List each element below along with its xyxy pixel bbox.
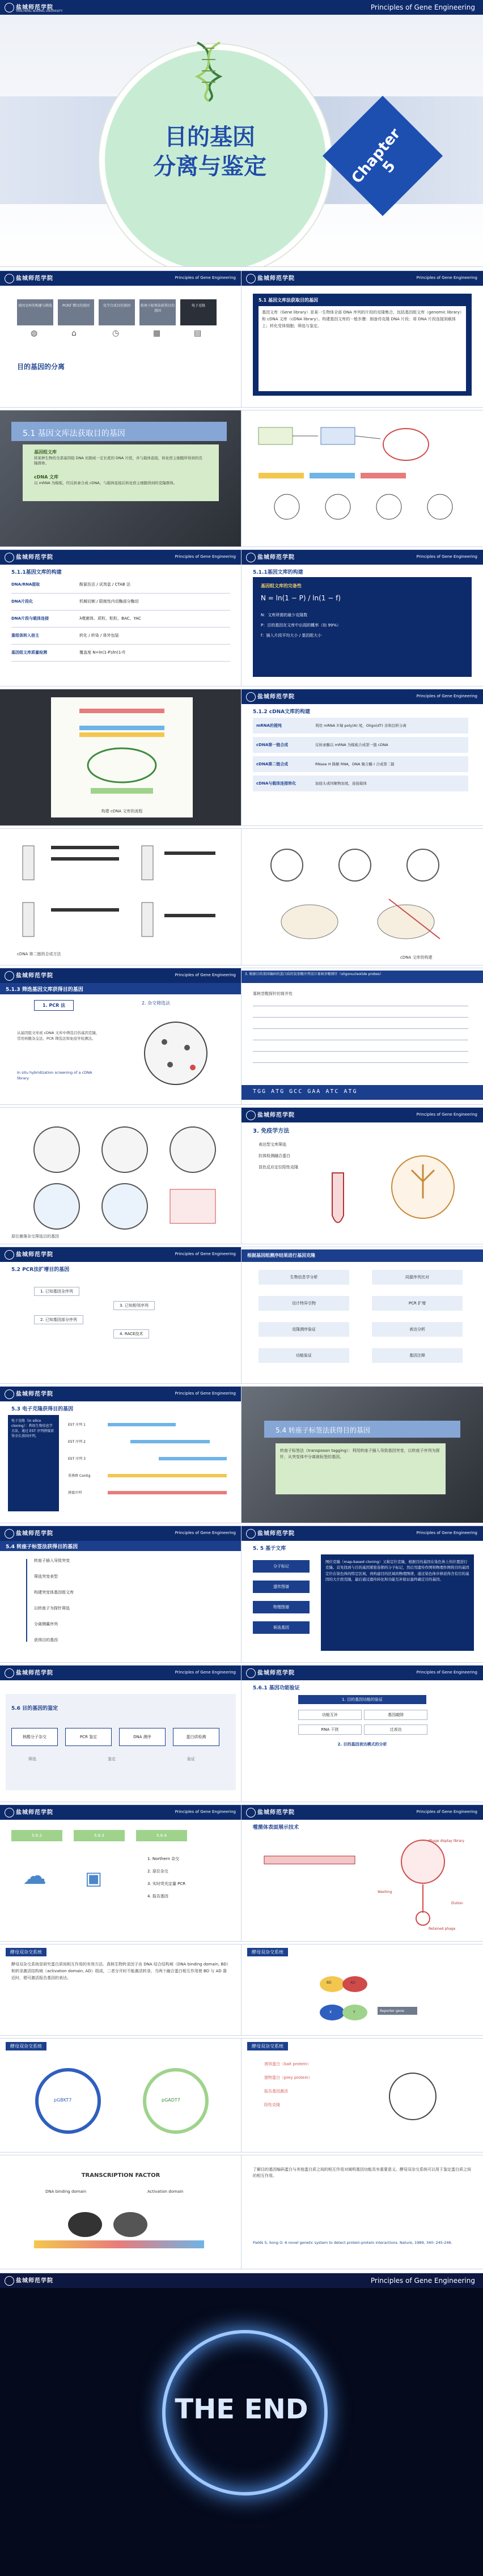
flow-step: 筛选突变表型 — [34, 1574, 58, 1579]
cdna-library-diagram — [253, 837, 472, 950]
course-title: Principles of Gene Engineering — [175, 1252, 236, 1256]
seal-icon — [246, 692, 256, 702]
slide-s14 — [0, 1247, 242, 1383]
bullet2: 以 mRNA 为模板，经反转录合成 cDNA，与载体连接后转化宿主细胞得到的克隆群体。 — [34, 481, 177, 485]
point: 抗体检测融合蛋白 — [259, 1154, 290, 1158]
seal-icon — [5, 1808, 14, 1817]
phage-display-diagram — [253, 1833, 472, 1935]
grid-item: 克隆测序验证 — [259, 1322, 349, 1337]
school-name: 盐城师范学院 — [257, 1531, 295, 1537]
track-bar — [108, 1474, 227, 1477]
step-body: 从基因组文库或 cDNA 文库中筛选目的基因克隆，常用核酸杂交法、PCR 筛选法和免疫学检测法。 — [17, 1031, 100, 1041]
step-value: 利用 mRNA 3′端 poly(A) 尾，Oligo(dT) 亲和层析分离 — [315, 723, 406, 728]
school-name: 盐城师范学院 — [16, 1810, 53, 1816]
note: 报告基因激活 — [264, 2089, 288, 2094]
school-name: 盐城师范学院 — [16, 554, 53, 561]
course-title: Principles of Gene Engineering — [416, 694, 477, 698]
slide-title: 5.1.1基因文库的构建 — [253, 570, 303, 575]
school-name: 盐城师范学院 — [16, 5, 53, 11]
plasmid-name: pGADT7 — [162, 2098, 180, 2103]
school-name: 盐城师范学院 — [16, 276, 53, 282]
row-label: DNA片段与载体连接 — [11, 616, 49, 621]
seal-icon — [5, 274, 14, 283]
school-name: 盐城师范学院 — [257, 1112, 295, 1118]
method-item: 功能互补 — [298, 1710, 362, 1720]
map-item: 遗传图谱 — [253, 1581, 310, 1593]
school-name: 盐城师范学院 — [257, 1810, 295, 1816]
track-label: 拼接序列 — [68, 1491, 82, 1495]
slide-s29 — [242, 2155, 483, 2269]
seal-icon — [5, 1389, 14, 1399]
hybrid-label: X — [329, 2010, 332, 2014]
track-label: EST 序列 3 — [68, 1457, 86, 1461]
step-row — [253, 776, 468, 791]
library-diagram — [253, 422, 472, 535]
slide-s5 — [242, 550, 483, 686]
cloud-icon: ☁ — [23, 1862, 46, 1889]
slide-title: 5.6.1 基因功能验证 — [253, 1685, 300, 1691]
slide-s24 — [0, 1944, 242, 2035]
slide-s18 — [0, 1526, 242, 1662]
course-title: Principles of Gene Engineering — [175, 973, 236, 977]
diagram-label: cDNA 第二链的合成方法 — [17, 952, 61, 956]
note: 诱饵蛋白（bait protein） — [264, 2062, 311, 2066]
seal-icon — [246, 1668, 256, 1678]
step-value: 加接头或同聚物加尾，连接载体 — [315, 781, 367, 786]
slide-title: 噬菌体表面展示技术 — [253, 1825, 299, 1831]
overview-card[interactable] — [99, 299, 135, 325]
step-label: cDNA与载体连接转化 — [256, 781, 296, 786]
track-label: EST 序列 1 — [68, 1423, 86, 1427]
colony-hybridization-diagram — [11, 1116, 230, 1235]
overview-card[interactable] — [180, 299, 217, 325]
dna-bar — [34, 2240, 204, 2248]
slide-s11 — [242, 968, 483, 1104]
body-text: 图位克隆（map-based cloning）又称定位克隆，根据目的基因在染色体上的位置进行克隆。首先找到与目的基因紧密连锁的分子标记，然后用遗传作图和物理作图将目的基因定位在染色体的特定区域，再构建目的区域的物理图谱，通过染色体步移获得含有目的基因的大片段克隆，最后通过遗传转化和功能互补验证最终确定目的基因。 — [321, 1554, 474, 1651]
row-value: 机械切割 / 限制性内切酶部分酶切 — [79, 599, 139, 604]
end-slide — [0, 2273, 483, 2576]
hybrid-label: Y — [353, 2010, 355, 2014]
card-label: 电子克隆 — [191, 304, 205, 308]
chapter-label: Chapter 5 — [348, 125, 404, 187]
slide-s28 — [0, 2155, 242, 2269]
slide-s26 — [0, 2039, 242, 2152]
doc-icon: ▤ — [194, 329, 202, 338]
expr-item: 1. Northern 杂交 — [147, 1857, 180, 1861]
step-badge: 1. PCR 法 — [34, 1000, 74, 1011]
course-title: Principles of Gene Engineering — [175, 1391, 236, 1396]
overview-card[interactable] — [139, 299, 176, 325]
school-name-en: YANCHENG NORMAL UNIVERSITY — [16, 10, 63, 13]
lock-icon: ⌂ — [71, 329, 77, 338]
flow-step: 分离侧翼序列 — [34, 1622, 58, 1626]
card-row — [17, 299, 221, 345]
course-title: Principles of Gene Engineering — [175, 554, 236, 559]
grid-item: 生物信息学分析 — [259, 1270, 349, 1285]
grid-item: 功能验证 — [259, 1348, 349, 1363]
green-card: 转座子标签法（transposon tagging）：利用转座子插入导致基因突变，以转座子序列为探针，从突变体中分离被标签的基因。 — [276, 1443, 446, 1494]
row-value: λ噬菌体、质粒、粘粒、BAC、YAC — [79, 616, 141, 621]
seal-icon — [5, 971, 14, 981]
slide-s23 — [242, 1805, 483, 1941]
list-title: 5.1 基因文库法获取目的基因 — [259, 298, 318, 303]
section-banner-title: 5.4 转座子标签法获得目的基因 — [276, 1426, 370, 1434]
tab-green[interactable]: 5.6.4 — [136, 1830, 187, 1841]
colony-icon — [389, 2073, 437, 2120]
plasmid-name: pGBKT7 — [54, 2098, 72, 2103]
slide-title: 5.1.1基因文库的构建 — [11, 570, 62, 575]
school-name: 盐城师范学院 — [257, 1670, 295, 1676]
film-icon: ▦ — [153, 329, 161, 338]
sequence: TGG ATG GCC GAA ATC ATG — [253, 1088, 358, 1095]
slide-title: 5.1.3 筛选基因文库获得目的基因 — [6, 987, 83, 993]
slide-title: 5.2 PCR法扩增目的基因 — [11, 1267, 70, 1273]
slide-s15 — [242, 1247, 483, 1383]
stage-label: 鉴定 — [108, 1757, 116, 1761]
school-name: 盐城师范学院 — [16, 2278, 53, 2284]
step-value: RNase H 降解 RNA，DNA 聚合酶 I 合成第二链 — [315, 762, 395, 766]
school-name: 盐城师范学院 — [16, 1531, 53, 1537]
slide-title: 3. 免疫学方法 — [253, 1128, 290, 1134]
flow-box: PCR 鉴定 — [65, 1728, 112, 1746]
flow-line — [26, 1559, 27, 1642]
slide-s9 — [242, 829, 483, 965]
sequence-lines — [253, 1000, 472, 1079]
formula: N = ln(1 − P) / ln(1 − f) — [261, 594, 341, 602]
flow-box: 蛋白质检测 — [173, 1728, 219, 1746]
seal-icon — [5, 1668, 14, 1678]
slide-title: 酵母双杂交系统 — [6, 1948, 46, 1956]
step-label: mRNA的提纯 — [256, 723, 282, 728]
point: 显色反应定位阳性克隆 — [259, 1165, 298, 1170]
formula-line: N：文库所需的最少克隆数 — [261, 613, 308, 617]
seal-icon — [5, 1529, 14, 1539]
row-label: DNA片段化 — [11, 599, 33, 604]
step-eng: In situ hybridization screening of a cDNA library — [17, 1070, 92, 1081]
grid-item: 表达分析 — [372, 1322, 463, 1337]
card-label: PCR扩增目的基因 — [62, 304, 90, 308]
grid-item: PCR 扩增 — [372, 1296, 463, 1311]
overview-card[interactable] — [58, 299, 94, 325]
tf-label: Activation domain — [147, 2189, 184, 2194]
course-title: Principles of Gene Engineering — [416, 276, 477, 280]
slide-s21 — [242, 1666, 483, 1802]
slide-s13 — [242, 1108, 483, 1244]
method-item: 基因敲除 — [364, 1710, 427, 1720]
step-row — [253, 737, 468, 753]
flow-box: DNA 测序 — [119, 1728, 166, 1746]
seal-icon — [5, 2276, 14, 2286]
slide-s2b — [242, 271, 483, 407]
hybrid-label: AD — [350, 1981, 355, 1985]
second-strand-diagram — [17, 840, 224, 948]
seal-icon — [246, 1111, 256, 1120]
phage-label: Retained phage — [429, 1927, 456, 1931]
step-label: cDNA第二链合成 — [256, 762, 289, 766]
row-label: 重组体转入宿主 — [11, 633, 39, 638]
diagram-label: 原位菌落杂交筛选目的基因 — [11, 1234, 59, 1239]
hybrid-label: Reporter gene — [380, 2009, 404, 2013]
slide-title: 5.3 电子克隆获得目的基因 — [11, 1406, 74, 1412]
table-row — [11, 594, 230, 611]
tf-shape — [68, 2212, 102, 2237]
table-row — [11, 577, 230, 594]
phage-label: Washing — [378, 1890, 392, 1894]
pcr-item[interactable]: 2. 已知基因部分序列 — [34, 1315, 83, 1324]
card-label: 基因文库的构建与筛选 — [18, 304, 52, 308]
course-title: Principles of Gene Engineering — [416, 1810, 477, 1814]
step-row — [253, 718, 468, 734]
slide-title: 酵母双杂交系统 — [6, 2042, 46, 2050]
row-label: DNA/RNA提取 — [11, 582, 40, 587]
tf-title: TRANSCRIPTION FACTOR — [81, 2172, 160, 2179]
grid-item: 同源序列比对 — [372, 1270, 463, 1285]
school-name: 盐城师范学院 — [16, 1252, 53, 1258]
cdna-flow-diagram — [57, 703, 187, 811]
course-title: Principles of Gene Engineering — [370, 3, 475, 11]
dna-helix-icon — [192, 40, 226, 102]
cover-title-line1: 目的基因 — [164, 124, 255, 150]
row-value: 酚氯仿法 / 试剂盒 / CTAB 法 — [79, 582, 131, 587]
school-seal-icon — [5, 3, 14, 12]
seal-icon — [246, 274, 256, 283]
note: 猎物蛋白（prey protein） — [264, 2075, 312, 2080]
diagram-caption: cDNA 文库的构建 — [400, 955, 433, 960]
sub-head-2: 2. 目的基因表达模式的分析 — [337, 1742, 387, 1747]
slide-s2 — [0, 271, 242, 407]
row-value: 转化 / 转染 / 体外包装 — [79, 633, 119, 638]
step-value: 反转录酶以 mRNA 为模板合成第一链 cDNA — [315, 743, 388, 747]
slide-s3b — [242, 410, 483, 546]
side-panel: 电子克隆（in silico cloning）：利用生物信息学方法，通过 EST 序列拼接获得全长基因序列。 — [8, 1415, 59, 1511]
track-label: EST 序列 2 — [68, 1440, 86, 1444]
plasmid-diagram — [11, 2056, 230, 2146]
course-title: Principles of Gene Engineering — [416, 1531, 477, 1535]
pcr-item[interactable]: 1. 已知基因全序列 — [34, 1287, 79, 1296]
row-value: 覆盖度 N=ln(1-P)/ln(1-f) — [79, 650, 126, 655]
track-bar — [159, 1457, 227, 1460]
card-icon-row — [17, 329, 217, 340]
method-item: RNA 干扰 — [298, 1725, 362, 1735]
pcr-item[interactable]: 4. RACE技术 — [113, 1329, 149, 1338]
seal-icon — [5, 553, 14, 562]
flow-step: 转座子插入导致突变 — [34, 1558, 70, 1563]
flow-step: 构建突变体基因组文库 — [34, 1590, 74, 1595]
antibody-icon — [378, 1142, 468, 1232]
cover-title-line2: 分离与鉴定 — [153, 154, 266, 180]
card-icon: ▣ — [85, 1867, 103, 1889]
body-text: 酵母双杂交系统是研究蛋白质间相互作用的有效方法。真核生物转录因子由 DNA 结合结构域（DNA binding domain, BD）和转录激活结构域（activation domain, AD）组成，二者分开时不能激活转录，当两个融合蛋白相互作用使 BD 与 AD 靠近时，便可激活报告基因的表达。 — [11, 1962, 229, 1980]
table-row — [11, 611, 230, 628]
slide-title: 3. 根据目的基因编码的蛋白质的氨基酸序列设计寡核苷酸探针（oligonucleotide probes） — [245, 972, 383, 976]
course-title: Principles of Gene Engineering — [370, 2277, 475, 2285]
slide-s25 — [242, 1944, 483, 2035]
tab-green[interactable]: 5.6.3 — [74, 1830, 125, 1841]
card-label: 化学合成目的基因 — [103, 304, 130, 308]
sequence-caption: 寡核苷酸探针的简并性 — [253, 992, 293, 996]
step-label: cDNA第一链合成 — [256, 743, 289, 747]
slide-title: 5.1.2 cDNA文库的构建 — [253, 709, 311, 715]
method-item: 过表达 — [364, 1725, 427, 1735]
school-name: 盐城师范学院 — [16, 1391, 53, 1397]
track-bar — [108, 1423, 176, 1426]
slide-s8 — [0, 829, 242, 965]
flow-step: 以转座子为探针筛选 — [34, 1606, 70, 1611]
slide-s22 — [0, 1805, 242, 1941]
school-name: 盐城师范学院 — [257, 694, 295, 700]
card-label: 转座子标签法获得目的基因 — [140, 304, 175, 313]
pcr-item[interactable]: 3. 已知相邻序列 — [113, 1301, 155, 1310]
stage-label: 筛选 — [28, 1757, 36, 1761]
slide-s19 — [242, 1526, 483, 1662]
row-label: 基因组文库质量检测 — [11, 650, 47, 655]
slide-title: 5. 5 基于文库 — [253, 1546, 286, 1552]
hybrid-label: BD — [327, 1981, 332, 1985]
bullet1-head: 基因组文库 — [34, 450, 57, 455]
expr-item: 4. 报告基因 — [147, 1894, 168, 1899]
slide-s16 — [0, 1387, 242, 1523]
school-name: 盐城师范学院 — [16, 973, 53, 979]
reference: Fields S, Song O. A novel genetic system to detect protein-protein interactions. Nature, 1989, 340: 245-246. — [253, 2240, 452, 2245]
seal-icon — [246, 553, 256, 562]
school-name: 盐城师范学院 — [16, 1670, 53, 1676]
slide-s17 — [242, 1387, 483, 1523]
flow-step: 获得目的基因 — [34, 1638, 58, 1642]
grid-item: 基因注释 — [372, 1348, 463, 1363]
body-text: 了解目的基因编码蛋白与其他蛋白质之间的相互作用对阐明基因功能具有重要意义。酵母双杂交系统可以用于鉴定蛋白质之间的相互作用。 — [253, 2167, 471, 2179]
globe-icon: ◍ — [31, 329, 38, 338]
slide-s7 — [242, 689, 483, 825]
cover-slide — [0, 0, 483, 266]
tab-green[interactable]: 5.6.2 — [11, 1830, 62, 1841]
overview-card[interactable] — [17, 299, 53, 325]
clock-icon: ◷ — [112, 329, 120, 338]
table-row — [11, 628, 230, 645]
note: 阳性克隆 — [264, 2103, 280, 2107]
sub-head: 1. 目的基因功能的验证 — [298, 1695, 426, 1704]
map-item: 候选基因 — [253, 1621, 310, 1634]
phage-label: Elution — [451, 1901, 463, 1905]
step-row — [253, 756, 468, 772]
course-title: Principles of Gene Engineering — [416, 1112, 477, 1117]
slide-s12 — [0, 1108, 242, 1244]
map-item: 物理图谱 — [253, 1601, 310, 1613]
overview-footer: 目的基因的分离 — [17, 363, 65, 371]
slide-title: 酵母双杂交系统 — [247, 1948, 288, 1956]
section-banner-title: 5.1 基因文库法获取目的基因 — [23, 429, 125, 438]
formula-line: f：插入片段平均大小 / 基因组大小 — [261, 633, 322, 638]
formula-head: 基因组文库的完备性 — [261, 583, 302, 588]
tube-icon — [321, 1170, 355, 1232]
expr-item: 3. 实时荧光定量 PCR — [147, 1882, 186, 1886]
stage-label: 验证 — [187, 1757, 195, 1761]
flow-box: 核酸分子杂交 — [11, 1728, 58, 1746]
two-hybrid-diagram — [298, 1961, 423, 2030]
step2-badge: 2. 杂交筛选法 — [142, 1001, 171, 1006]
school-name: 盐城师范学院 — [257, 554, 295, 561]
slide-s27 — [242, 2039, 483, 2152]
grid-item: 设计特异引物 — [259, 1296, 349, 1311]
bullet2-head: cDNA 文库 — [34, 474, 59, 480]
course-title: Principles of Gene Engineering — [175, 1531, 236, 1535]
slide-title: 5.4 转座子标签法获得目的基因 — [6, 1544, 78, 1550]
track-bar — [130, 1440, 210, 1443]
formula-line: P：目的基因在文库中出现的概率（如 99%） — [261, 623, 341, 628]
phage-label: Phage display library — [429, 1839, 465, 1843]
diagram-label: 构建 cDNA 文库的流程 — [101, 809, 143, 814]
point: 表达型文库筛选 — [259, 1142, 286, 1147]
school-name: 盐城师范学院 — [257, 276, 295, 282]
tf-label: DNA binding domain — [45, 2189, 87, 2194]
track-label: 重叠群 Contig — [68, 1474, 91, 1478]
seal-icon — [5, 1250, 14, 1260]
end-title: THE END — [175, 2393, 308, 2425]
table-row — [11, 645, 230, 662]
list-body: 基因文库（Gene library）是某一生物体全部 DNA 序列的片段的克隆集合，包括基因组文库（genomic library）和 cDNA 文库（cDNA library）。构建基因文库的一般步骤：制备待克隆 DNA 片段；将 DNA 片段连接到载体上；转化受体细胞；筛选与鉴定。 — [259, 306, 466, 391]
slide-s10 — [0, 968, 242, 1104]
bullet1: 将某种生物的全部基因组 DNA 切割成一定长度的 DNA 片段，并与载体连接，转化宿主细胞所得到的克隆群体。 — [34, 456, 202, 466]
slide-title: 根据基因组测序结果进行基因克隆 — [247, 1253, 315, 1258]
course-title: Principles of Gene Engineering — [175, 1810, 236, 1814]
slide-s4 — [0, 550, 242, 686]
slide-header — [0, 0, 483, 15]
course-title: Principles of Gene Engineering — [175, 1670, 236, 1675]
slide-s3 — [0, 410, 242, 546]
tf-shape — [113, 2212, 147, 2237]
seal-icon — [246, 1808, 256, 1817]
slide-title: 酵母双杂交系统 — [247, 2042, 288, 2050]
track-bar — [108, 1491, 227, 1494]
expr-item: 2. 原位杂交 — [147, 1869, 168, 1874]
slide-s20 — [0, 1666, 242, 1802]
course-title: Principles of Gene Engineering — [416, 554, 477, 559]
seal-icon — [246, 1529, 256, 1539]
course-title: Principles of Gene Engineering — [416, 1670, 477, 1675]
plate-icon — [125, 1014, 227, 1093]
slide-title: 5.6 目的基因的鉴定 — [11, 1706, 58, 1711]
slide-s6 — [0, 689, 242, 825]
map-item: 分子标记 — [253, 1560, 310, 1573]
course-title: Principles of Gene Engineering — [175, 276, 236, 280]
